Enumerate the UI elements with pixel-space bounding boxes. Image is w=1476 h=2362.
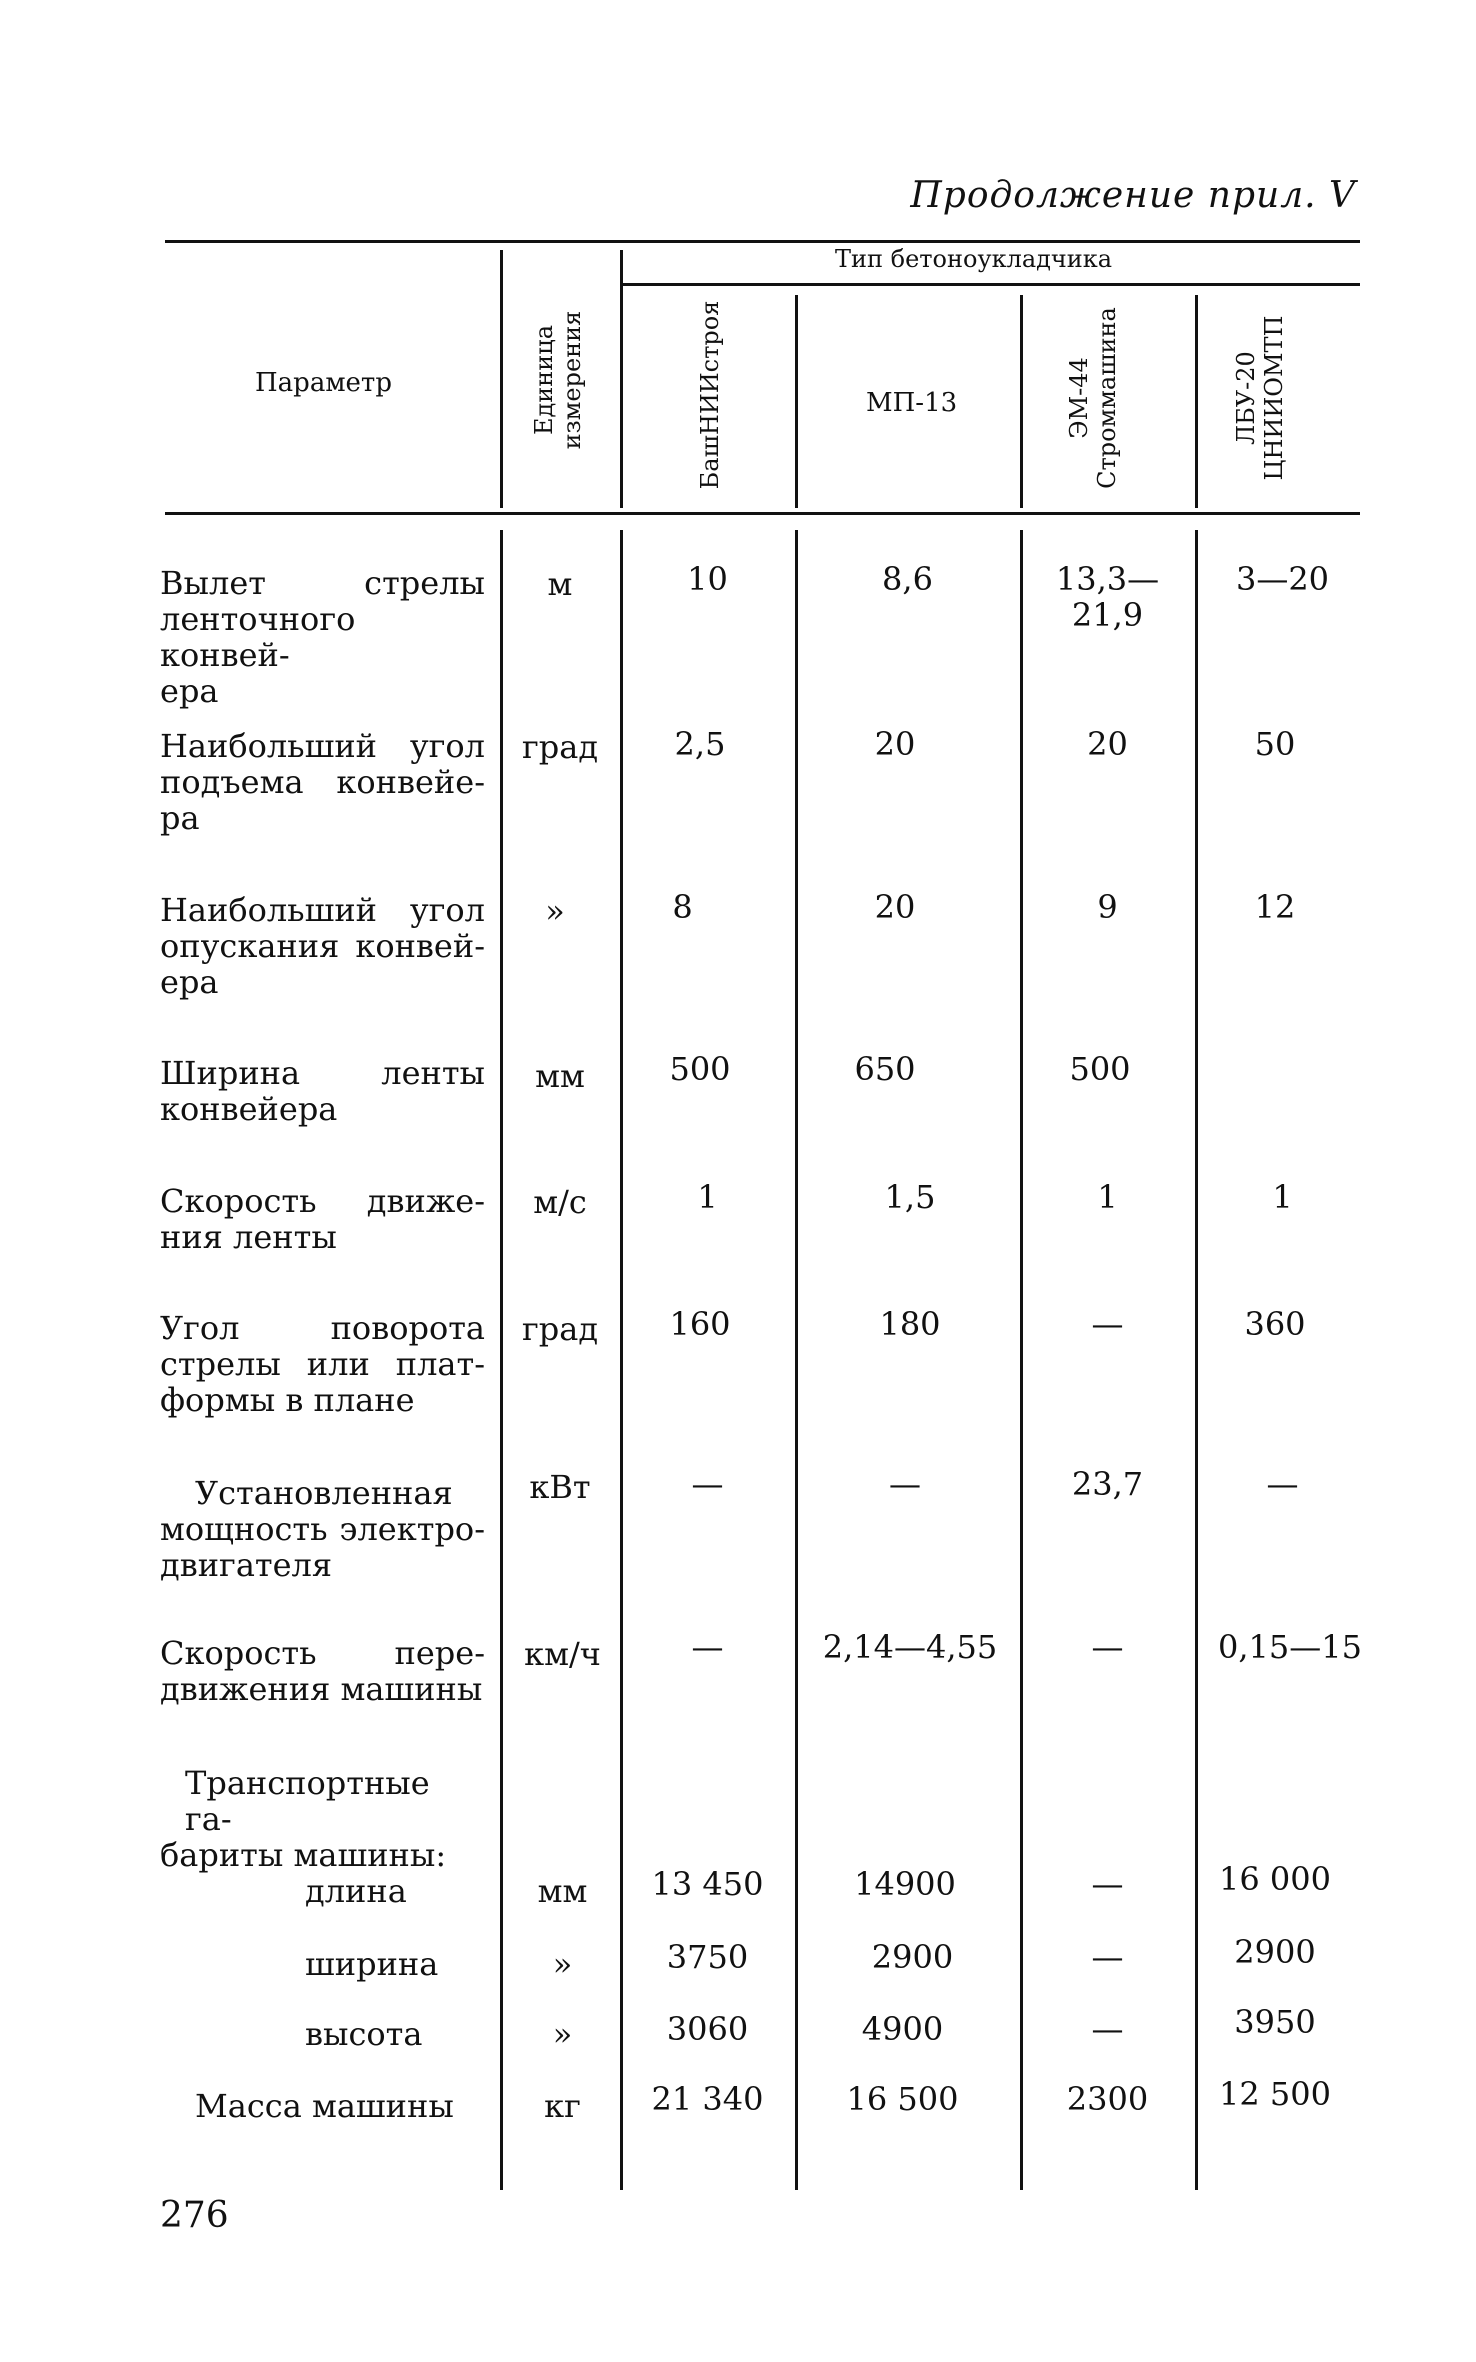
cell-c4: — <box>1266 1465 1299 1503</box>
cell-c3: — <box>1091 1865 1124 1903</box>
group-rule <box>620 283 1360 286</box>
row-label-line: ера <box>160 963 219 1001</box>
subrow-label: длина <box>305 1872 407 1910</box>
row-label-line: движения машины <box>160 1670 483 1708</box>
row-label-line: ра <box>160 799 200 837</box>
cell-c2: 180 <box>879 1305 941 1343</box>
cell-c2: 650 <box>854 1050 916 1088</box>
header-divider <box>500 250 503 508</box>
row-label-line: подъема конвейе- <box>160 763 485 801</box>
cell-unit: м/с <box>533 1183 587 1221</box>
cell-unit: » <box>545 892 565 930</box>
cell-c1: 3060 <box>666 2010 749 2048</box>
header-col1-text: БашНИИстроя <box>696 300 724 490</box>
row-label <box>160 1765 485 1873</box>
header-unit <box>530 290 590 470</box>
cell-c3: — <box>1091 1628 1124 1666</box>
cell-unit: кВт <box>529 1468 591 1506</box>
cell-c1: 500 <box>669 1050 731 1088</box>
row-label-line: формы в плане <box>160 1381 415 1419</box>
row-label <box>160 1183 485 1255</box>
cell-c1: 2,5 <box>674 725 726 763</box>
cell-unit: град <box>521 728 599 766</box>
row-label-line: Наибольший угол <box>160 891 485 929</box>
header-col2: МП-13 <box>866 388 958 418</box>
header-divider <box>795 295 798 508</box>
header-divider <box>1020 295 1023 508</box>
cell-c4: 12 <box>1254 888 1296 926</box>
cell-c4: 3950 <box>1234 2003 1316 2041</box>
header-col4 <box>1232 303 1292 493</box>
cell-c4: 12 500 <box>1219 2075 1331 2113</box>
cell-c1: 3750 <box>666 1938 749 1976</box>
cell-unit: мм <box>535 1057 585 1095</box>
page-number: 276 <box>160 2195 229 2236</box>
cell-c4: 16 000 <box>1219 1860 1331 1898</box>
cell-c4: 2900 <box>1234 1933 1316 1971</box>
row-label-line: стрелы или плат- <box>160 1345 485 1383</box>
cell-c1: 1 <box>697 1178 718 1216</box>
subrow-label: ширина <box>305 1945 439 1983</box>
cell-c3: — <box>1091 2010 1124 2048</box>
cell-c1: 13 450 <box>651 1865 764 1903</box>
row-label <box>160 728 485 836</box>
row-label-line: Транспортные га- <box>185 1764 430 1838</box>
row-label <box>160 1310 485 1418</box>
top-rule <box>165 240 1360 243</box>
cell-c1: 21 340 <box>651 2080 764 2118</box>
row-label <box>160 565 485 709</box>
cell-c2: 16 500 <box>846 2080 959 2118</box>
header-col4-line2: ЦНИИОМТП <box>1260 315 1288 481</box>
cell-c1: 10 <box>687 560 728 598</box>
header-param: Параметр <box>255 368 392 398</box>
row-label-line: конвейера <box>160 1090 338 1128</box>
cell-c3-cont: 21,9 <box>1071 596 1144 634</box>
body-divider <box>500 530 503 2190</box>
header-col3-line2: Строммашина <box>1093 307 1121 489</box>
cell-c3: 2300 <box>1066 2080 1149 2118</box>
header-unit-line1: Единица <box>530 324 558 436</box>
header-col1 <box>696 295 726 495</box>
row-label-line: мощность электро- <box>160 1510 485 1548</box>
header-col3-line1: ЭМ-44 <box>1065 357 1093 439</box>
cell-unit: » <box>552 2015 573 2053</box>
cell-c1: — <box>691 1465 724 1503</box>
subrow-label: высота <box>305 2015 423 2053</box>
cell-c4: 1 <box>1272 1178 1293 1216</box>
row-label-line: ера <box>160 672 219 710</box>
cell-unit: » <box>552 1945 573 1983</box>
row-label-line: Ширина ленты <box>160 1054 485 1092</box>
cell-c4: 360 <box>1244 1305 1306 1343</box>
cell-c4: 0,15—15 <box>1218 1628 1362 1666</box>
cell-c3: — <box>1091 1938 1124 1976</box>
cell-c4: 3—20 <box>1235 560 1330 598</box>
cell-c4: 50 <box>1254 725 1296 763</box>
cell-c3: 13,3— <box>1055 560 1160 598</box>
cell-c1: — <box>691 1628 724 1666</box>
row-label <box>160 1055 485 1127</box>
cell-c1: 8 <box>672 888 693 926</box>
cell-c2: 4900 <box>861 2010 944 2048</box>
row-label-line: Вылет стрелы <box>160 564 485 602</box>
cell-c2: 14900 <box>854 1865 956 1903</box>
header-bottom-rule <box>165 512 1360 515</box>
row-label-line: Наибольший угол <box>160 727 485 765</box>
row-label-line: двигателя <box>160 1546 333 1584</box>
row-label-line: бариты машины: <box>160 1836 447 1874</box>
row-label <box>160 1475 485 1583</box>
header-col3 <box>1065 303 1125 493</box>
cell-c3: 1 <box>1097 1178 1118 1216</box>
header-type-group: Тип бетоноукладчика <box>835 245 1113 273</box>
cell-c2: 20 <box>874 725 916 763</box>
header-unit-line2: измерения <box>558 310 586 450</box>
row-label-line: ния ленты <box>160 1218 337 1256</box>
row-label-line: опускания конвей- <box>160 927 485 965</box>
cell-c3: 9 <box>1097 888 1118 926</box>
cell-unit: град <box>521 1310 599 1348</box>
cell-unit: кг <box>544 2087 581 2125</box>
cell-c3: 23,7 <box>1071 1465 1144 1503</box>
continuation-note: Продолжение прил. V <box>910 175 1356 216</box>
cell-c3: 20 <box>1087 725 1128 763</box>
cell-c1: 160 <box>669 1305 731 1343</box>
row-label-line: ленточного конвей- <box>160 600 356 674</box>
header-col4-line1: ЛБУ-20 <box>1232 351 1260 445</box>
row-label-line: Установленная <box>195 1474 453 1512</box>
row-label <box>160 892 485 1000</box>
header-divider <box>620 250 623 508</box>
row-label-line: Скорость движе- <box>160 1182 485 1220</box>
cell-c2: 8,6 <box>882 560 933 598</box>
cell-c3: 500 <box>1069 1050 1131 1088</box>
cell-unit: м <box>547 565 573 603</box>
row-label <box>160 1635 485 1707</box>
row-label-line: Угол поворота <box>160 1309 485 1347</box>
cell-unit: мм <box>537 1872 588 1910</box>
cell-c3: — <box>1091 1305 1124 1343</box>
cell-unit: км/ч <box>524 1635 601 1673</box>
cell-c2: 20 <box>874 888 916 926</box>
cell-c2: 2,14—4,55 <box>822 1628 998 1666</box>
header-divider <box>1195 295 1198 508</box>
cell-c2: 1,5 <box>884 1178 936 1216</box>
cell-c2: — <box>889 1465 921 1503</box>
mass-label: Масса машины <box>195 2087 454 2125</box>
row-label-line: Скорость пере- <box>160 1634 485 1672</box>
cell-c2: 2900 <box>871 1938 954 1976</box>
